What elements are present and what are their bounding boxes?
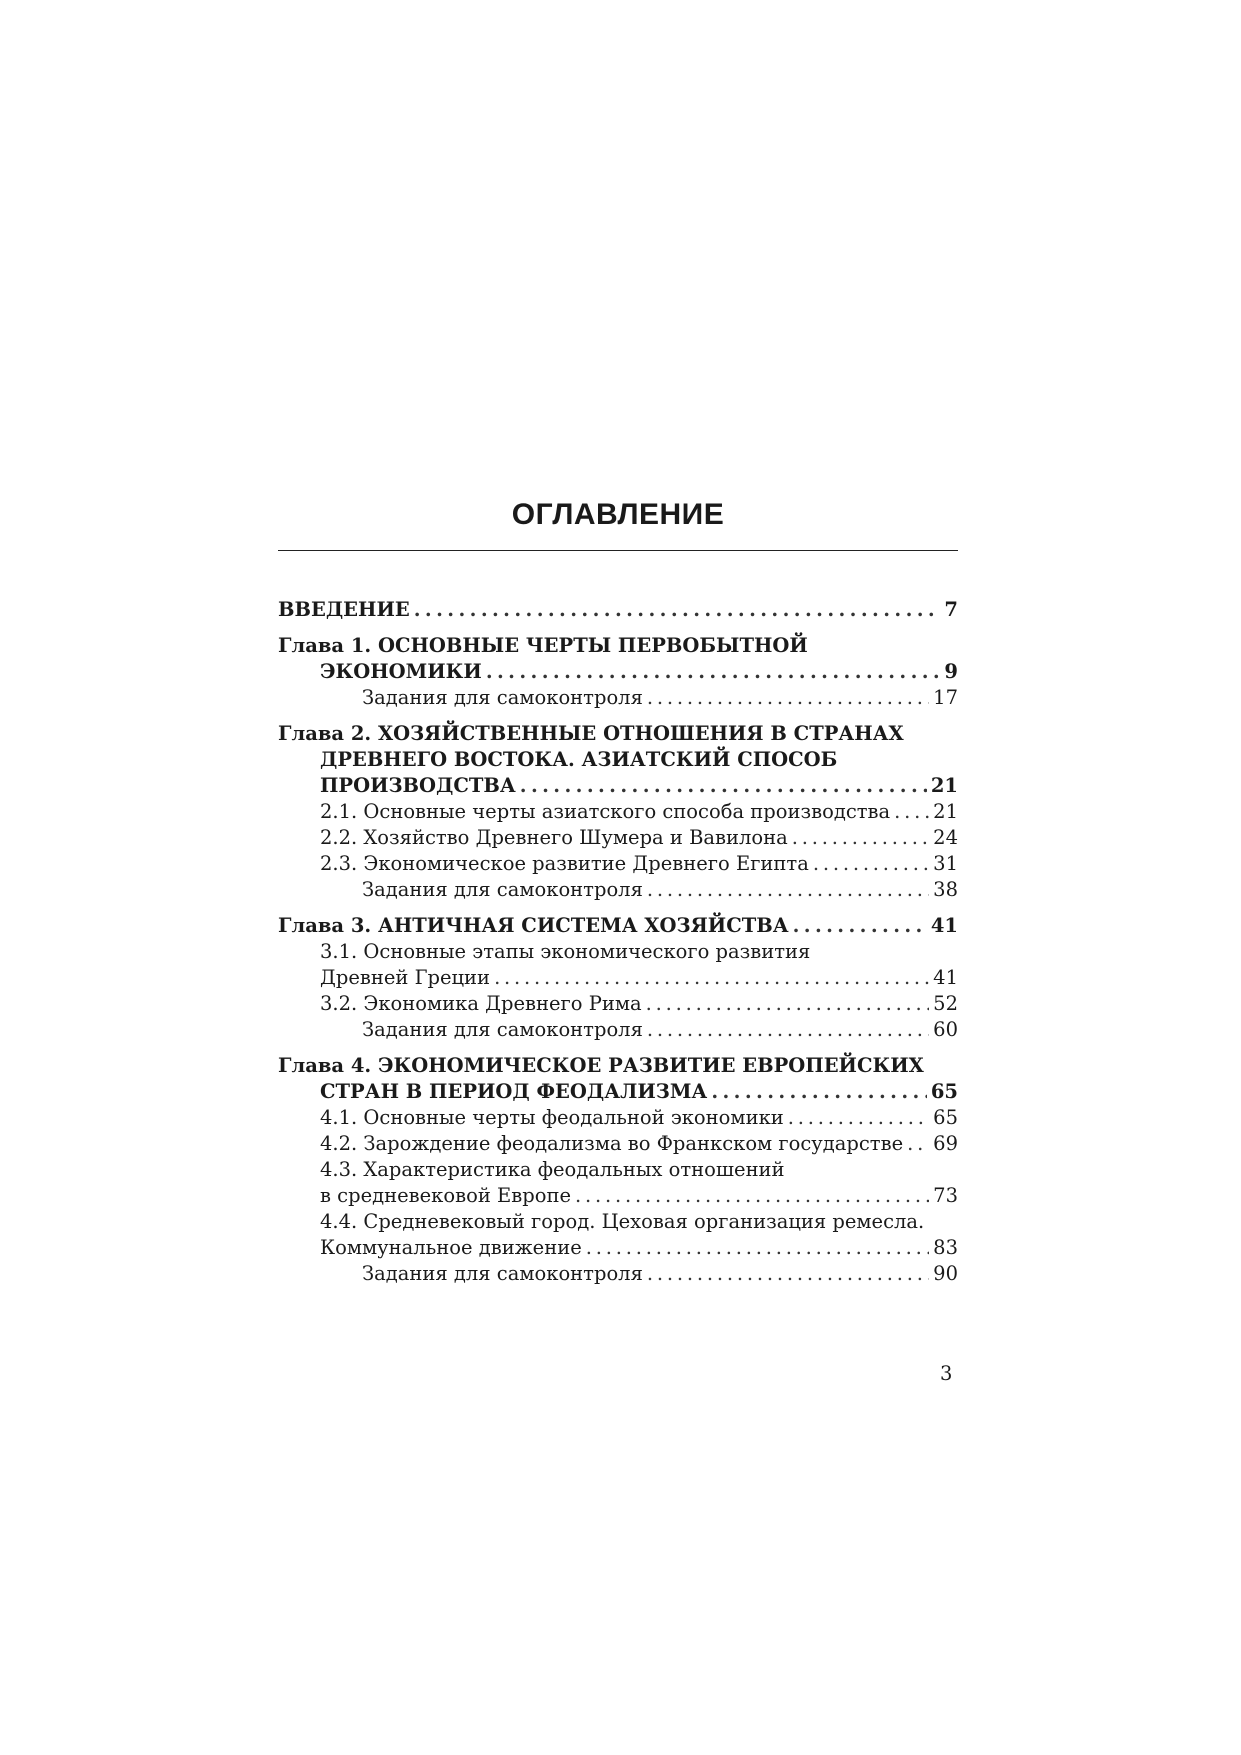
toc-entry: [278, 1235, 958, 1261]
toc-entry: [278, 913, 958, 939]
chapter-heading-text: ПРОИЗВОДСТВА: [320, 774, 516, 797]
toc-entry-text: Коммунальное движение: [320, 1236, 582, 1259]
page-title: ОГЛАВЛЕНИЕ: [511, 498, 725, 531]
leader-dots: [647, 1261, 929, 1287]
leader-dots: [586, 1235, 929, 1261]
toc-entry-text: 2.2. Хозяйство Древнего Шумера и Вавилона: [320, 826, 788, 849]
toc-entry: [278, 1079, 958, 1105]
toc-entry-line: [278, 1209, 958, 1235]
leader-dots: [813, 851, 929, 877]
toc-entry-text: 4.3. Характеристика феодальных отношений: [320, 1158, 785, 1181]
title-rule: [278, 550, 958, 551]
toc-entry-text: 2.3. Экономическое развитие Древнего Египта: [320, 852, 809, 875]
leader-dots: [793, 913, 927, 939]
toc-entry: [278, 597, 958, 623]
toc-page-number: 24: [933, 826, 958, 849]
toc-entry: [278, 685, 958, 711]
chapter-heading-text: Глава 2. ХОЗЯЙСТВЕННЫЕ ОТНОШЕНИЯ В СТРАНАХ: [278, 722, 904, 745]
chapter-heading-text: Глава 3. АНТИЧНАЯ СИСТЕМА ХОЗЯЙСТВА: [278, 914, 789, 937]
toc-page-number: 21: [933, 800, 958, 823]
leader-dots: [414, 597, 941, 623]
toc-page-number: 7: [944, 598, 958, 621]
toc-entry-line: [278, 1157, 958, 1183]
leader-dots: [647, 685, 929, 711]
leader-dots: [520, 773, 927, 799]
leader-dots: [486, 659, 941, 685]
toc-entry: [278, 773, 958, 799]
leader-dots: [894, 799, 929, 825]
table-of-contents: [278, 597, 958, 1287]
toc-entry-text: Древней Греции: [320, 966, 491, 989]
leader-dots: [711, 1079, 927, 1105]
toc-chapter-3: [278, 913, 958, 1043]
toc-entry-text: Задания для самоконтроля: [362, 1018, 643, 1041]
toc-page-number: 60: [933, 1018, 958, 1041]
toc-entry: [278, 965, 958, 991]
leader-dots: [494, 965, 929, 991]
toc-entry: [278, 1105, 958, 1131]
toc-entry-text: 4.4. Средневековый город. Цеховая организация ремесла.: [320, 1210, 925, 1233]
toc-entry-line: [278, 939, 958, 965]
toc-entry-text: Задания для самоконтроля: [362, 878, 643, 901]
toc-chapter-4: [278, 1053, 958, 1287]
leader-dots: [646, 991, 930, 1017]
toc-entry-text: в средневековой Европе: [320, 1184, 571, 1207]
toc-entry-text: 4.2. Зарождение феодализма во Франкском государстве: [320, 1132, 904, 1155]
toc-page-number: 90: [933, 1262, 958, 1285]
toc-chapter-1: [278, 633, 958, 711]
toc-page-number: 21: [930, 774, 958, 797]
toc-entry-text: Задания для самоконтроля: [362, 686, 643, 709]
leader-dots: [788, 1105, 929, 1131]
toc-page-number: 83: [933, 1236, 958, 1259]
toc-entry-text: 2.1. Основные черты азиатского способа производства: [320, 800, 891, 823]
toc-intro: [278, 597, 958, 623]
toc-page-number: 31: [933, 852, 958, 875]
chapter-heading-text: ЭКОНОМИКИ: [320, 660, 482, 683]
toc-entry-text: 3.1. Основные этапы экономического развития: [320, 940, 811, 963]
chapter-heading-line: [278, 721, 958, 747]
toc-page-number: 38: [933, 878, 958, 901]
chapter-heading-line: [278, 747, 958, 773]
toc-entry-text: Задания для самоконтроля: [362, 1262, 643, 1285]
leader-dots: [575, 1183, 929, 1209]
toc-entry: [278, 1261, 958, 1287]
toc-entry: [278, 877, 958, 903]
toc-page-number: 73: [933, 1184, 958, 1207]
toc-entry: [278, 1017, 958, 1043]
toc-entry-text: 3.2. Экономика Древнего Рима: [320, 992, 642, 1015]
toc-entry: [278, 851, 958, 877]
toc-page-number: 17: [933, 686, 958, 709]
toc-page-number: 69: [933, 1132, 958, 1155]
toc-entry: [278, 991, 958, 1017]
chapter-heading-text: СТРАН В ПЕРИОД ФЕОДАЛИЗМА: [320, 1080, 708, 1103]
toc-chapter-2: [278, 721, 958, 903]
chapter-heading-line: [278, 1053, 958, 1079]
toc-page-number: 52: [933, 992, 958, 1015]
chapter-heading-line: [278, 633, 958, 659]
chapter-heading-text: ДРЕВНЕГО ВОСТОКА. АЗИАТСКИЙ СПОСОБ: [320, 748, 838, 771]
leader-dots: [792, 825, 929, 851]
toc-page-number: 41: [933, 966, 958, 989]
toc-entry-text: 4.1. Основные черты феодальной экономики: [320, 1106, 784, 1129]
leader-dots: [647, 877, 929, 903]
toc-page-number: 65: [930, 1080, 958, 1103]
leader-dots: [907, 1131, 929, 1157]
toc-entry: [278, 825, 958, 851]
toc-page-number: 65: [933, 1106, 958, 1129]
toc-entry: [278, 659, 958, 685]
toc-entry: [278, 799, 958, 825]
toc-entry-text: ВВЕДЕНИЕ: [278, 598, 410, 621]
chapter-heading-text: Глава 1. ОСНОВНЫЕ ЧЕРТЫ ПЕРВОБЫТНОЙ: [278, 634, 808, 657]
toc-page: [278, 490, 958, 1297]
chapter-heading-text: Глава 4. ЭКОНОМИЧЕСКОЕ РАЗВИТИЕ ЕВРОПЕЙСКИХ: [278, 1054, 924, 1077]
toc-page-number: 41: [930, 914, 958, 937]
toc-entry: [278, 1183, 958, 1209]
page-number: 3: [940, 1362, 953, 1385]
toc-page-number: 9: [944, 660, 958, 683]
toc-entry: [278, 1131, 958, 1157]
leader-dots: [647, 1017, 929, 1043]
